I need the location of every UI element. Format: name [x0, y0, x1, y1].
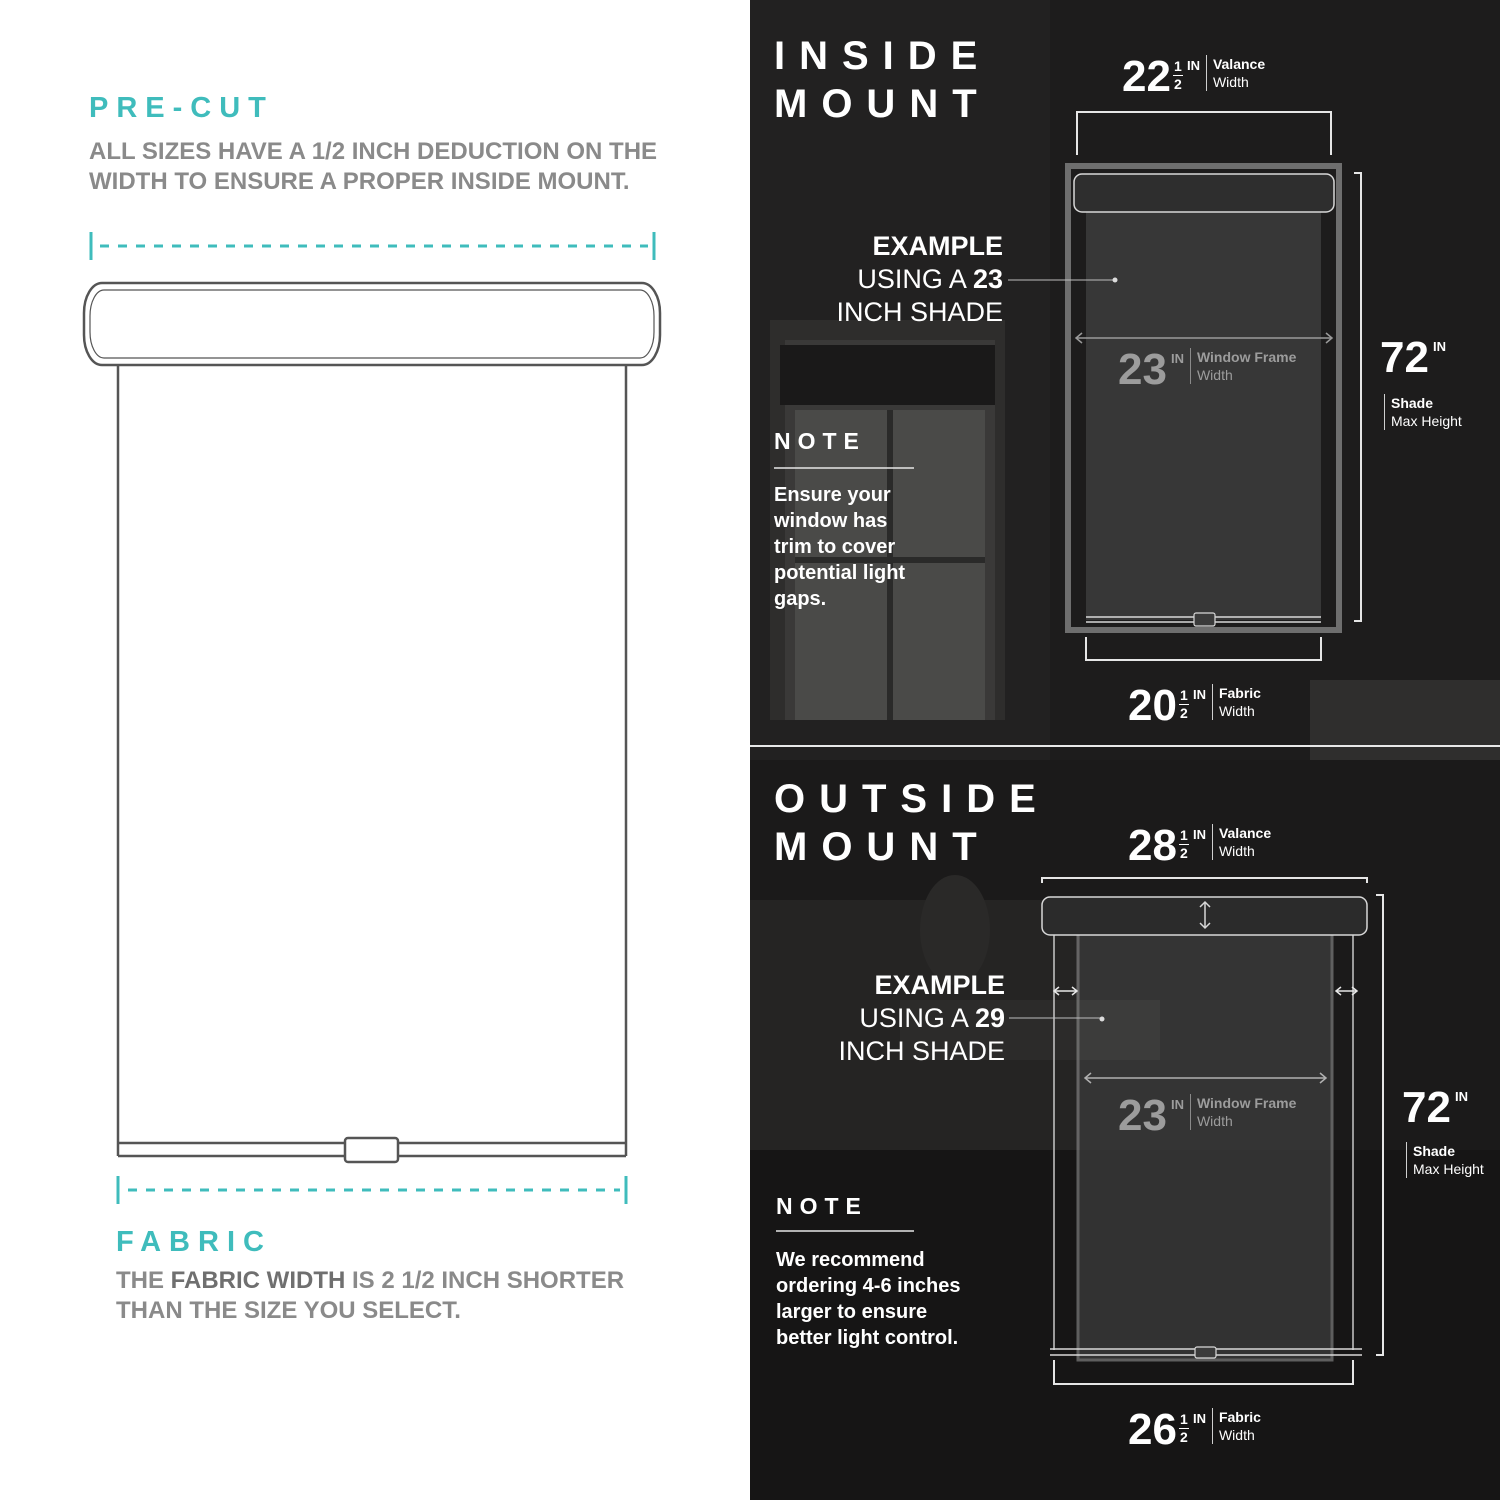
precut-title: PRE-CUT — [89, 92, 274, 124]
fabric-outline — [118, 366, 626, 1162]
inside-note-text: Ensure your window has trim to cover potential light gaps. — [774, 484, 906, 610]
outside-note-title: NOTE — [776, 1193, 868, 1219]
inside-height-dimension: 72 IN — [1380, 333, 1446, 382]
inside-note-title: NOTE — [774, 428, 866, 454]
inside-valance-dimension: $22 \frac{1}{2}$ IN Valance Width — [1122, 52, 1266, 101]
outside-height-label: Shade Max Height — [1406, 1142, 1484, 1178]
valance-outline — [84, 283, 660, 365]
outside-height-dimension: 72 IN — [1402, 1083, 1468, 1132]
inside-mount-title: INSIDE MOUNT — [774, 34, 992, 126]
inside-frame-dimension: 23 IN Window Frame Width — [1118, 345, 1297, 394]
outside-fabric-dimension: $26 \frac{1}{2}$ IN Fabric Width — [1128, 1405, 1261, 1454]
valance-width-measure — [91, 232, 654, 260]
outside-example-text: EXAMPLE USING A 29 INCH SHADE — [838, 970, 1005, 1066]
fabric-title: FABRIC — [116, 1226, 272, 1258]
precut-text: ALL SIZES HAVE A 1/2 INCH DEDUCTION ON THE WIDTH TO ENSURE A PROPER INSIDE MOUNT. — [89, 138, 658, 195]
right-panel — [750, 0, 1500, 1500]
outside-frame-dimension: 23 IN Window Frame Width — [1118, 1091, 1297, 1140]
outside-mount-title: OUTSIDE MOUNT — [774, 777, 1050, 869]
outside-valance-dimension: $28 \frac{1}{2}$ IN Valance Width — [1128, 821, 1272, 870]
outside-note-text: We recommend ordering 4-6 inches larger to ensure better light control. — [776, 1249, 961, 1349]
inside-height-label: Shade Max Height — [1384, 394, 1462, 430]
inside-example-text: EXAMPLE USING A 23 INCH SHADE — [836, 231, 1003, 327]
inside-fabric-dimension: $20 \frac{1}{2}$ IN Fabric Width — [1128, 681, 1261, 730]
fabric-width-measure — [118, 1176, 626, 1204]
fabric-text: THE FABRIC WIDTH IS 2 1/2 INCH SHORTER THAN THE SIZE YOU SELECT. — [116, 1267, 625, 1324]
